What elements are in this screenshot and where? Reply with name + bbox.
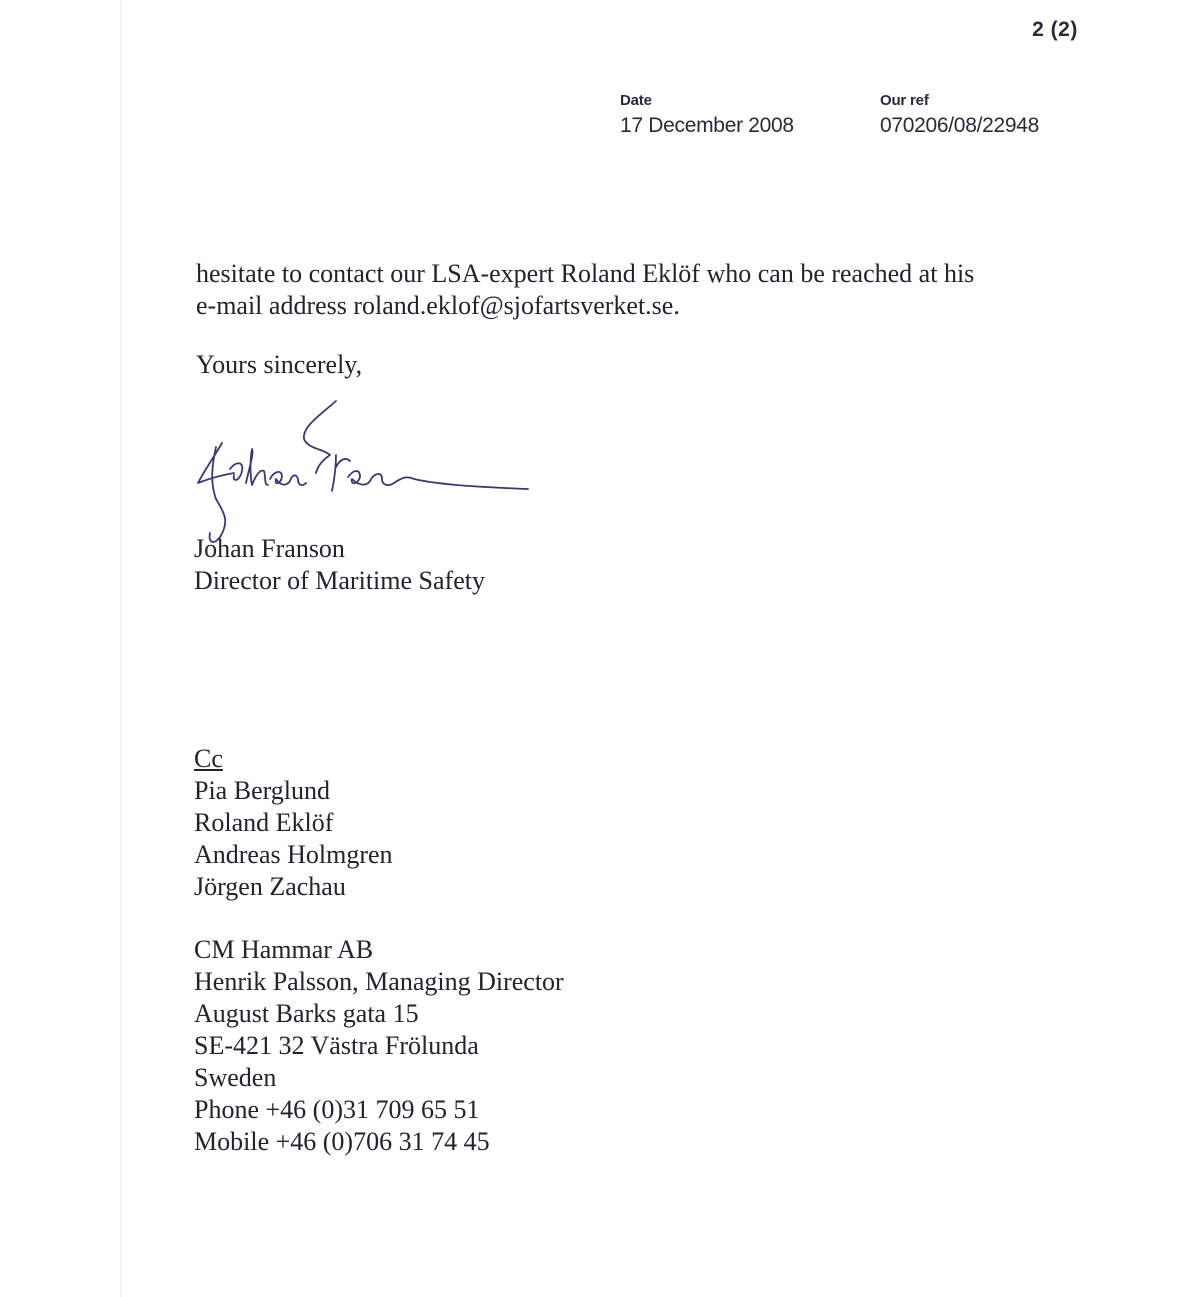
cc-name: Roland Eklöf: [194, 808, 334, 837]
date-label: Date: [620, 92, 652, 109]
cc-name: Pia Berglund: [194, 776, 331, 805]
signer-title: Director of Maritime Safety: [194, 566, 485, 595]
cc-name: Andreas Holmgren: [194, 840, 393, 869]
recipient-mobile: Mobile +46 (0)706 31 74 45: [194, 1127, 490, 1156]
recipient-address: [194, 934, 564, 1158]
cc-heading: Cc: [194, 744, 223, 773]
recipient-city: SE-421 32 Västra Frölunda: [194, 1031, 479, 1060]
recipient-country: Sweden: [194, 1063, 277, 1092]
page-edge-line: [120, 0, 121, 1297]
reference-value: 070206/08/22948: [880, 114, 1039, 137]
cc-block: [194, 743, 393, 903]
recipient-street: August Barks gata 15: [194, 999, 419, 1028]
reference-label: Our ref: [880, 92, 929, 109]
date-block: [620, 92, 794, 138]
closing-salutation: Yours sincerely,: [196, 350, 363, 379]
reference-block: [880, 92, 1039, 138]
cc-name: Jörgen Zachau: [194, 872, 346, 901]
recipient-phone: Phone +46 (0)31 709 65 51: [194, 1095, 480, 1124]
recipient-contact: Henrik Palsson, Managing Director: [194, 967, 564, 996]
body-line: e-mail address roland.eklof@sjofartsverket.se.: [196, 291, 680, 320]
signer-name: Johan Franson: [194, 534, 345, 563]
date-value: 17 December 2008: [620, 114, 794, 137]
signature-icon: [190, 395, 535, 550]
signer-block: [194, 533, 485, 597]
body-line: hesitate to contact our LSA-expert Roland Eklöf who can be reached at his: [196, 259, 975, 288]
body-paragraph: [196, 258, 1076, 322]
recipient-company: CM Hammar AB: [194, 935, 374, 964]
page-number: 2 (2): [1032, 18, 1078, 41]
